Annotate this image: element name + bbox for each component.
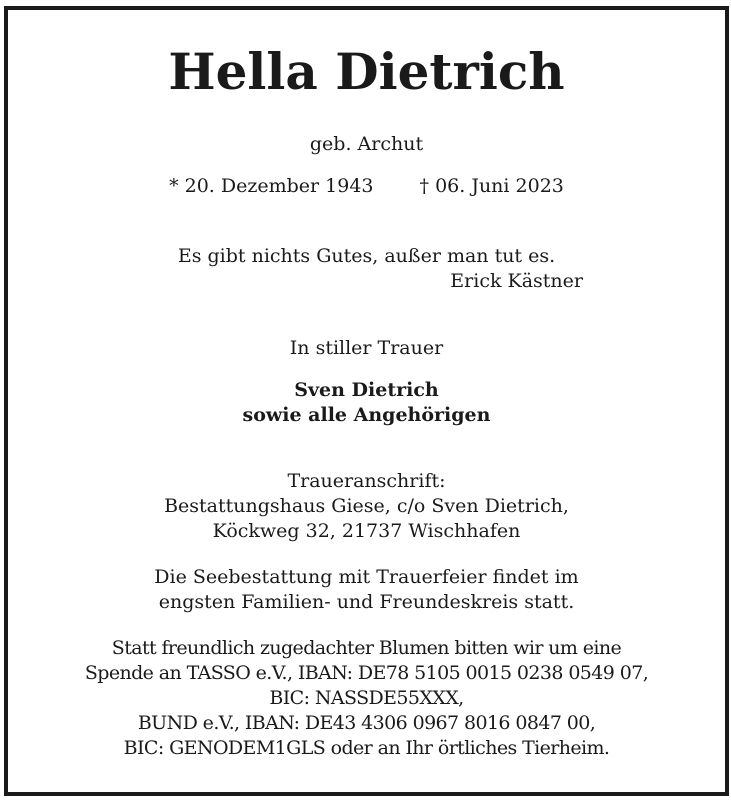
burial-note-line: engsten Familien- und Freundeskreis statt.: [158, 591, 575, 613]
mourning-line: In stiller Trauer: [289, 337, 444, 359]
maiden-name: geb. Archut: [309, 133, 424, 155]
address-label: Traueranschrift:: [287, 470, 446, 492]
address-line: Bestattungshaus Giese, c/o Sven Dietrich,: [164, 495, 569, 517]
donation-line: BIC: GENODEM1GLS oder an Ihr örtliches Tierheim.: [123, 737, 610, 759]
obituary-notice: [8, 10, 725, 792]
death-date: † 06. Juni 2023: [419, 175, 564, 197]
birth-date: * 20. Dezember 1943: [169, 175, 374, 197]
donation-line: Spende an TASSO e.V., IBAN: DE78 5105 0015 0238 0549 07,: [84, 662, 649, 684]
obituary-frame: [4, 6, 729, 796]
mourner-others: sowie alle Angehörigen: [242, 404, 491, 426]
quote-text: Es gibt nichts Gutes, außer man tut es.: [177, 245, 556, 267]
donation-line: BIC: NASSDE55XXX,: [269, 687, 464, 709]
donation-line: Statt freundlich zugedachter Blumen bitten wir um eine: [111, 637, 622, 659]
quote-author: Erick Kästner: [450, 270, 583, 292]
mourner-primary: Sven Dietrich: [294, 379, 439, 401]
deceased-name: Hella Dietrich: [168, 42, 565, 101]
burial-note-line: Die Seebestattung mit Trauerfeier findet im: [154, 566, 579, 588]
donation-line: BUND e.V., IBAN: DE43 4306 0967 8016 0847 00,: [137, 712, 596, 734]
address-line: Köckweg 32, 21737 Wischhafen: [212, 520, 521, 542]
life-dates: [8, 173, 725, 199]
